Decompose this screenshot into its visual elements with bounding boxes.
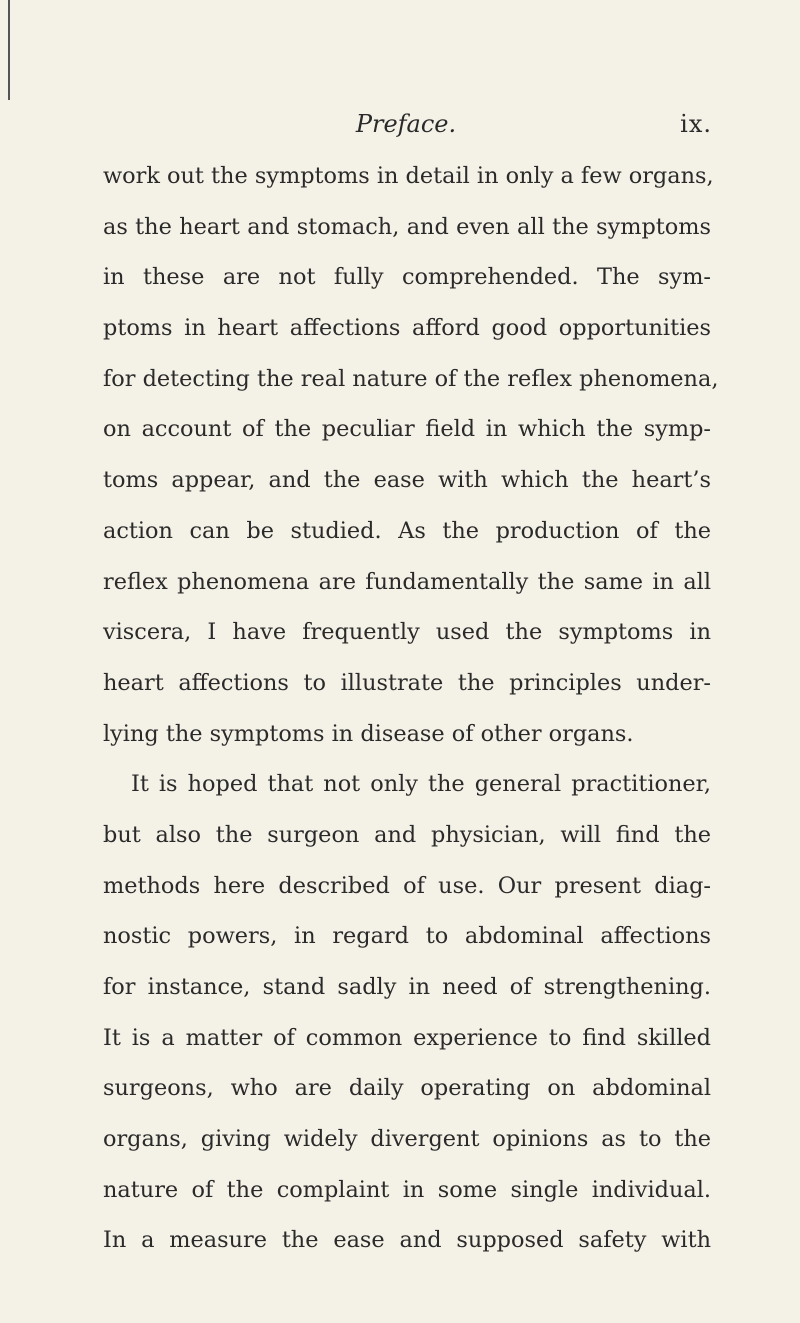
text-line: surgeons, who are daily operating on abdominal (103, 1075, 711, 1102)
text-line: action can be studied. As the production of the (103, 517, 711, 544)
running-title: Preface. (355, 110, 457, 138)
text-line: It is hoped that not only the general practitioner, (131, 771, 711, 798)
running-head (100, 104, 712, 144)
text-line: heart affections to illustrate the principles under- (103, 669, 711, 696)
text-line: in these are not fully comprehended. The sym- (103, 264, 711, 291)
text-line: toms appear, and the ease with which the heart’s (103, 467, 711, 494)
text-line: on account of the peculiar field in which the symp- (103, 416, 711, 443)
page-edge-rule (0, 0, 10, 100)
body-text (103, 151, 719, 1266)
page-number: ix. (680, 110, 712, 138)
text-line: for instance, stand sadly in need of strengthening. (103, 974, 711, 1000)
text-line: It is a matter of common experience to find skilled (103, 1024, 711, 1051)
text-line: for detecting the real nature of the reflex phenomena, (103, 365, 719, 392)
text-line: but also the surgeon and physician, will find the (103, 821, 711, 848)
text-line: ptoms in heart affections afford good opportunities (103, 315, 711, 342)
text-line: In a measure the ease and supposed safety with (103, 1227, 711, 1254)
text-line: viscera, I have frequently used the symptoms in (103, 619, 711, 646)
text-line: as the heart and stomach, and even all the symptoms (103, 213, 711, 240)
text-line: methods here described of use. Our present diag- (103, 872, 711, 899)
text-line: nostic powers, in regard to abdominal affections (103, 923, 711, 950)
text-line: lying the symptoms in disease of other organs. (103, 720, 634, 747)
text-line: work out the symptoms in detail in only a few organs, (103, 163, 714, 189)
text-line: organs, giving widely divergent opinions as to the (103, 1126, 711, 1153)
text-line: reflex phenomena are fundamentally the same in all (103, 568, 711, 595)
text-line: nature of the complaint in some single individual. (103, 1176, 711, 1203)
